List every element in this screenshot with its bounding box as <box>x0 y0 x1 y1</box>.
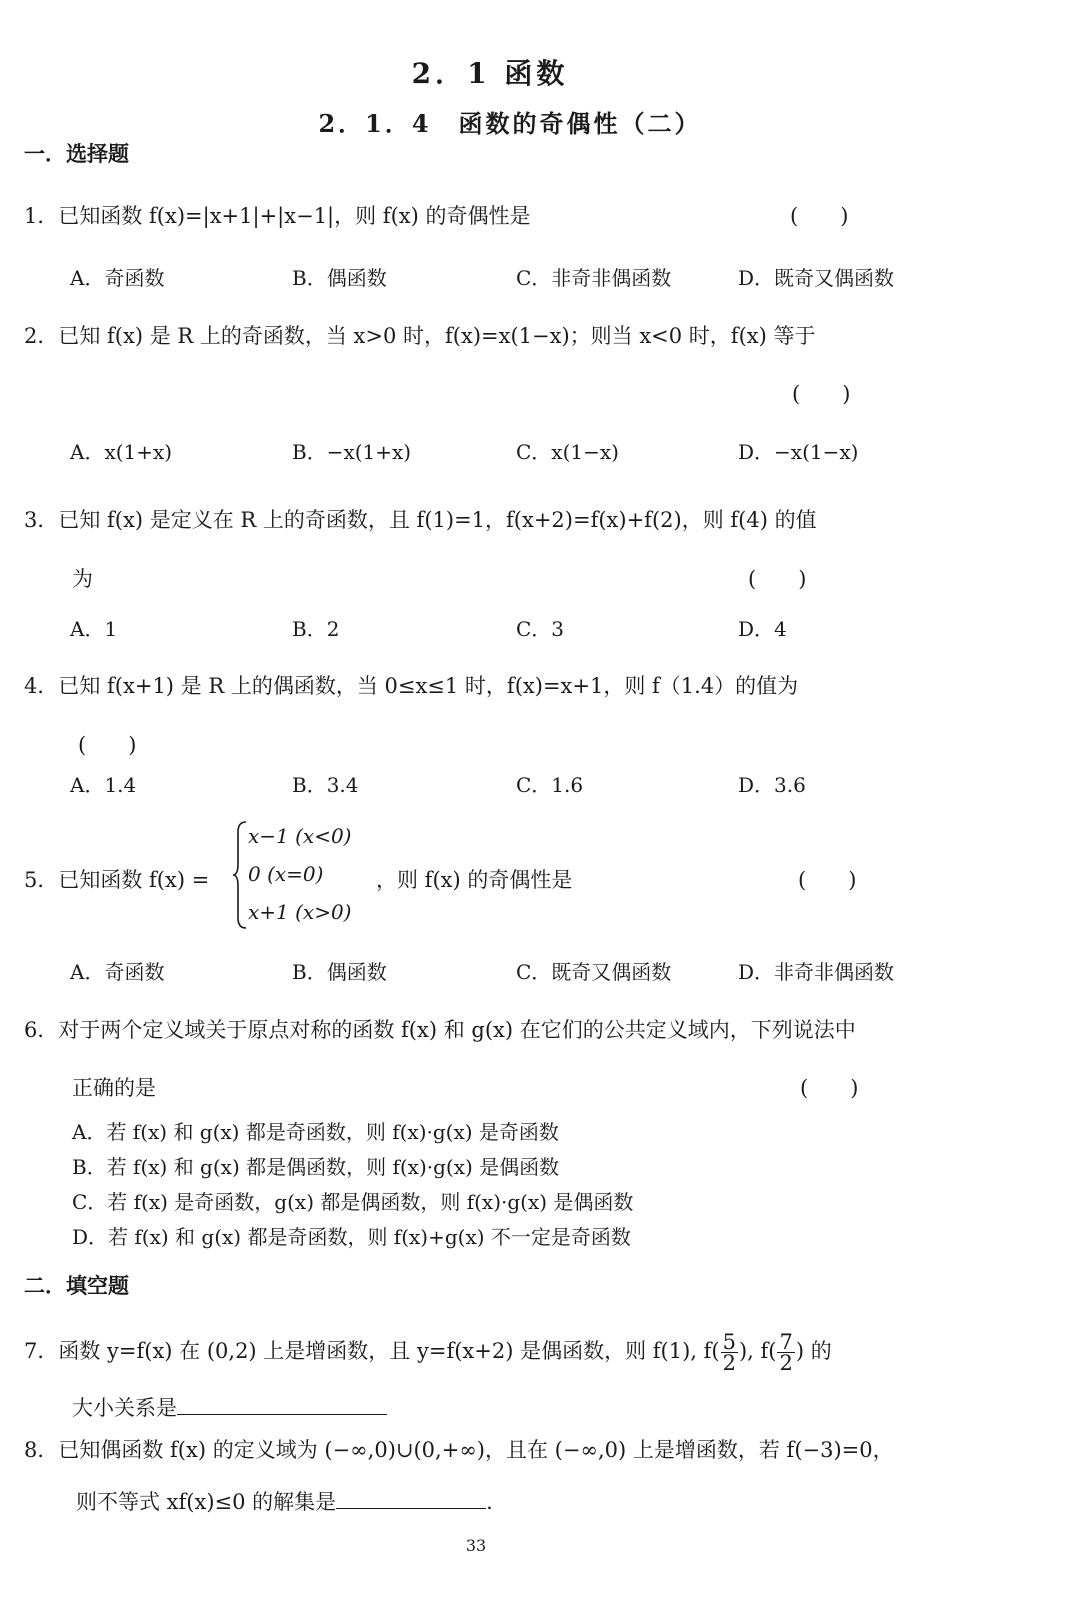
option-a[interactable]: A．1.4 <box>70 773 137 797</box>
answer-paren-4[interactable]: ( ) <box>78 733 137 757</box>
option-d[interactable]: D．3.6 <box>738 773 806 797</box>
question-6-continuation: 正确的是 <box>72 1076 156 1100</box>
option-b[interactable]: B．2 <box>292 617 340 641</box>
piecewise-case-1: x−1 (x<0) <box>248 824 352 848</box>
question-2-stem: 2．已知 f(x) 是 R 上的奇函数，当 x>0 时，f(x)=x(1−x)；则当 x<0 时，f(x) 等于 <box>24 324 816 348</box>
option-d[interactable]: D．4 <box>738 617 787 641</box>
question-7-text-mid: ), f( <box>738 1339 777 1363</box>
answer-paren-1[interactable]: ( ) <box>790 204 849 228</box>
piecewise-case-2: 0 (x=0) <box>248 862 324 886</box>
fraction-7-over-2 <box>777 1332 794 1373</box>
answer-paren-6[interactable]: ( ) <box>800 1076 859 1100</box>
fraction-denominator: 2 <box>779 1351 793 1375</box>
left-brace-icon <box>232 820 248 930</box>
question-6-option-a[interactable]: A．若 f(x) 和 g(x) 都是奇函数，则 f(x)·g(x) 是奇函数 <box>72 1120 559 1144</box>
question-7-text-end: ) 的 <box>795 1339 832 1363</box>
answer-paren-3[interactable]: ( ) <box>748 567 807 591</box>
option-b[interactable]: B．3.4 <box>292 773 359 797</box>
question-7-text-start: 7．函数 y=f(x) 在 (0,2) 上是增函数，且 y=f(x+2) 是偶函数，则 f(1), f( <box>24 1339 720 1363</box>
chapter-title: 2．1 函数 <box>411 57 569 90</box>
option-a[interactable]: A．1 <box>70 617 118 641</box>
option-b[interactable]: B．−x(1+x) <box>292 440 412 464</box>
question-8-stem: 8．已知偶函数 f(x) 的定义域为 (−∞,0)∪(0,+∞)，且在 (−∞,0) 上是增函数，若 f(−3)=0， <box>24 1438 894 1462</box>
answer-blank-7[interactable] <box>177 1396 387 1415</box>
question-8-continuation <box>76 1486 493 1516</box>
option-d[interactable]: D．−x(1−x) <box>738 440 859 464</box>
question-6-option-c[interactable]: C．若 f(x) 是奇函数，g(x) 都是偶函数，则 f(x)·g(x) 是偶函数 <box>72 1190 634 1214</box>
piecewise-definition <box>232 820 382 930</box>
option-c[interactable]: C．1.6 <box>516 773 584 797</box>
option-d[interactable]: D．非奇非偶函数 <box>738 960 895 984</box>
answer-paren-2[interactable]: ( ) <box>792 382 851 406</box>
option-c[interactable]: C．3 <box>516 617 565 641</box>
option-a[interactable]: A．奇函数 <box>70 266 165 290</box>
option-c[interactable]: C．非奇非偶函数 <box>516 266 672 290</box>
piecewise-case-3: x+1 (x>0) <box>248 900 352 924</box>
question-6-stem: 6．对于两个定义域关于原点对称的函数 f(x) 和 g(x) 在它们的公共定义域内，下列说法中 <box>24 1018 856 1042</box>
question-1-stem: 1．已知函数 f(x)=|x+1|+|x−1|，则 f(x) 的奇偶性是 <box>24 204 531 228</box>
question-8-end: . <box>486 1490 493 1514</box>
question-6-option-d[interactable]: D．若 f(x) 和 g(x) 都是奇函数，则 f(x)+g(x) 不一定是奇函数 <box>72 1225 631 1249</box>
question-5-prefix: 5．已知函数 f(x) = <box>24 868 210 892</box>
option-a[interactable]: A．奇函数 <box>70 960 165 984</box>
option-b[interactable]: B．偶函数 <box>292 266 387 290</box>
section-title: 2．1．4 函数的奇偶性（二） <box>318 109 702 138</box>
option-c[interactable]: C．x(1−x) <box>516 440 619 464</box>
page-number: 33 <box>465 1536 487 1555</box>
fraction-numerator: 7 <box>779 1330 793 1354</box>
option-c[interactable]: C．既奇又偶函数 <box>516 960 672 984</box>
question-3-continuation: 为 <box>72 567 93 591</box>
answer-paren-5[interactable]: ( ) <box>798 868 857 892</box>
question-7-cont-text: 大小关系是 <box>72 1396 177 1420</box>
question-8-cont-text: 则不等式 xf(x)≤0 的解集是 <box>76 1490 337 1514</box>
option-d[interactable]: D．既奇又偶函数 <box>738 266 895 290</box>
option-a[interactable]: A．x(1+x) <box>70 440 173 464</box>
section-heading-fill: 二．填空题 <box>24 1273 129 1298</box>
question-7-stem <box>24 1332 832 1373</box>
question-3-stem: 3．已知 f(x) 是定义在 R 上的奇函数，且 f(1)=1，f(x+2)=f(x)+f(2)，则 f(4) 的值 <box>24 508 817 532</box>
fraction-5-over-2 <box>721 1332 738 1373</box>
question-7-continuation <box>72 1392 387 1422</box>
question-4-stem: 4．已知 f(x+1) 是 R 上的偶函数，当 0≤x≤1 时，f(x)=x+1，则 f（1.4）的值为 <box>24 674 799 698</box>
section-heading-choice: 一．选择题 <box>24 141 129 166</box>
option-b[interactable]: B．偶函数 <box>292 960 387 984</box>
fraction-numerator: 5 <box>722 1330 736 1354</box>
fraction-denominator: 2 <box>722 1351 736 1375</box>
answer-blank-8[interactable] <box>336 1490 486 1509</box>
question-5-suffix: ，则 f(x) 的奇偶性是 <box>376 868 573 892</box>
question-6-option-b[interactable]: B．若 f(x) 和 g(x) 都是偶函数，则 f(x)·g(x) 是偶函数 <box>72 1155 560 1179</box>
